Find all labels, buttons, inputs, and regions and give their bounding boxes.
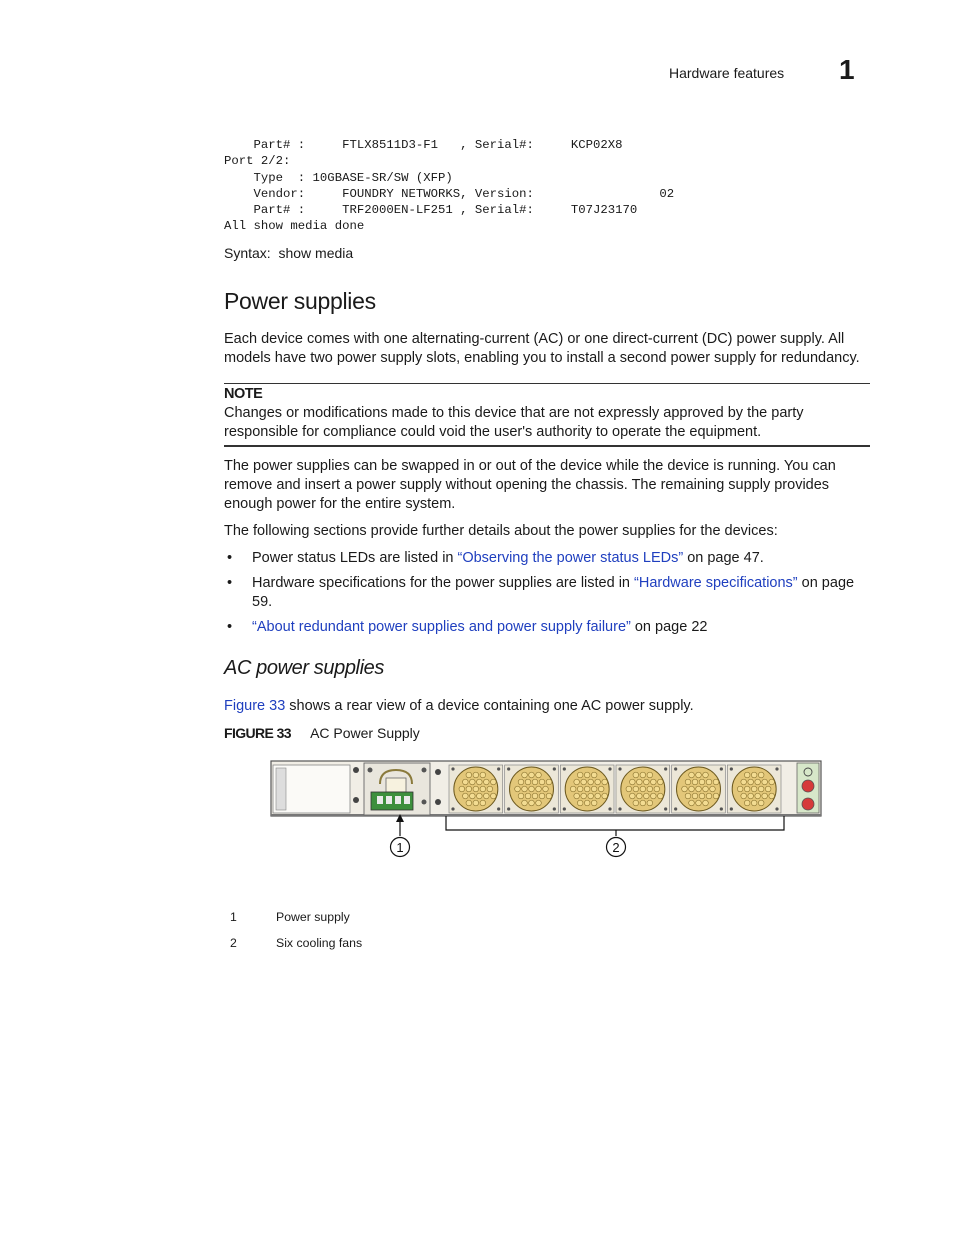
cooling-fan — [616, 765, 670, 813]
cooling-fan — [560, 765, 614, 813]
chapter-number: 1 — [839, 54, 855, 85]
legend-number: 2 — [230, 936, 237, 950]
link-power-status-leds[interactable]: “Observing the power status LEDs” — [457, 550, 684, 566]
legend-row — [230, 936, 362, 962]
callout-2-number: 2 — [612, 840, 620, 855]
figure-title: AC Power Supply — [310, 725, 420, 741]
callout-1-number: 1 — [396, 840, 404, 855]
details-paragraph: The following sections provide further details about the power supplies for the devices: — [224, 523, 778, 539]
power-supply — [364, 763, 430, 815]
figure-caption — [224, 725, 420, 741]
intro-paragraph: Each device comes with one alternating-current (AC) or one direct-current (DC) power supply. All models have two power supply slots, enabling you to install a second power supply for redundancy. — [224, 331, 860, 366]
note-label: NOTE — [224, 386, 263, 402]
note-text: Changes or modifications made to this device that are not expressly approved by the party responsible for compliance could void the user's authority to operate the equipment. — [224, 405, 804, 440]
legend-number: 1 — [230, 910, 237, 924]
device-rear-view — [268, 758, 828, 868]
power-terminal-icon — [802, 798, 814, 810]
power-terminal-icon — [802, 780, 814, 792]
callout-2-bracket — [446, 816, 784, 830]
code-line: All show media done — [224, 219, 365, 234]
figure-legend — [230, 910, 362, 962]
header-section-title: Hardware features — [669, 65, 785, 81]
link-redundant-power-supplies[interactable]: “About redundant power supplies and power supply failure” — [252, 619, 631, 635]
link-hardware-specifications[interactable]: “Hardware specifications” — [634, 575, 798, 591]
code-line: Vendor: FOUNDRY NETWORKS, Version: 02 — [224, 186, 675, 201]
figure-intro-paragraph: Figure 33 shows a rear view of a device containing one AC power supply. — [224, 698, 694, 714]
syntax-line — [224, 245, 353, 261]
syntax-command: show media — [278, 245, 354, 261]
list-item: • “About redundant power supplies and power supply failure” on page 22 — [224, 618, 864, 637]
legend-text: Power supply — [276, 910, 350, 924]
list-item: • Hardware specifications for the power supplies are listed in “Hardware specifications” on page 59. — [224, 574, 864, 612]
note-bottom-divider — [224, 445, 870, 447]
cooling-fan — [672, 765, 726, 813]
cooling-fan — [505, 765, 559, 813]
legend-row — [230, 910, 362, 936]
figure-label: FIGURE 33 — [224, 725, 291, 741]
swap-paragraph: The power supplies can be swapped in or out of the device while the device is running. You can remove and insert a power supply without opening the chassis. The remaining supply provides enough power for the entire system. — [224, 458, 836, 512]
note-top-divider — [224, 383, 870, 384]
link-figure-33[interactable]: Figure 33 — [224, 698, 286, 714]
details-list — [224, 549, 864, 643]
code-line: Port 2/2: — [224, 154, 291, 169]
cooling-fan — [727, 765, 781, 813]
legend-text: Six cooling fans — [276, 936, 363, 950]
code-line: Part# : TRF2000EN-LF251 , Serial#: T07J23170 — [224, 203, 638, 218]
code-line: Type : 10GBASE-SR/SW (XFP) — [224, 170, 453, 185]
syntax-label: Syntax: — [224, 245, 271, 261]
code-line: Part# : FTLX8511D3-F1 , Serial#: KCP02X8 — [224, 138, 623, 152]
section-heading: Power supplies — [224, 288, 376, 314]
cooling-fan — [449, 765, 503, 813]
subsection-heading: AC power supplies — [224, 657, 384, 679]
list-item: • Power status LEDs are listed in “Observing the power status LEDs” on page 47. — [224, 549, 864, 568]
code-output — [224, 137, 674, 235]
